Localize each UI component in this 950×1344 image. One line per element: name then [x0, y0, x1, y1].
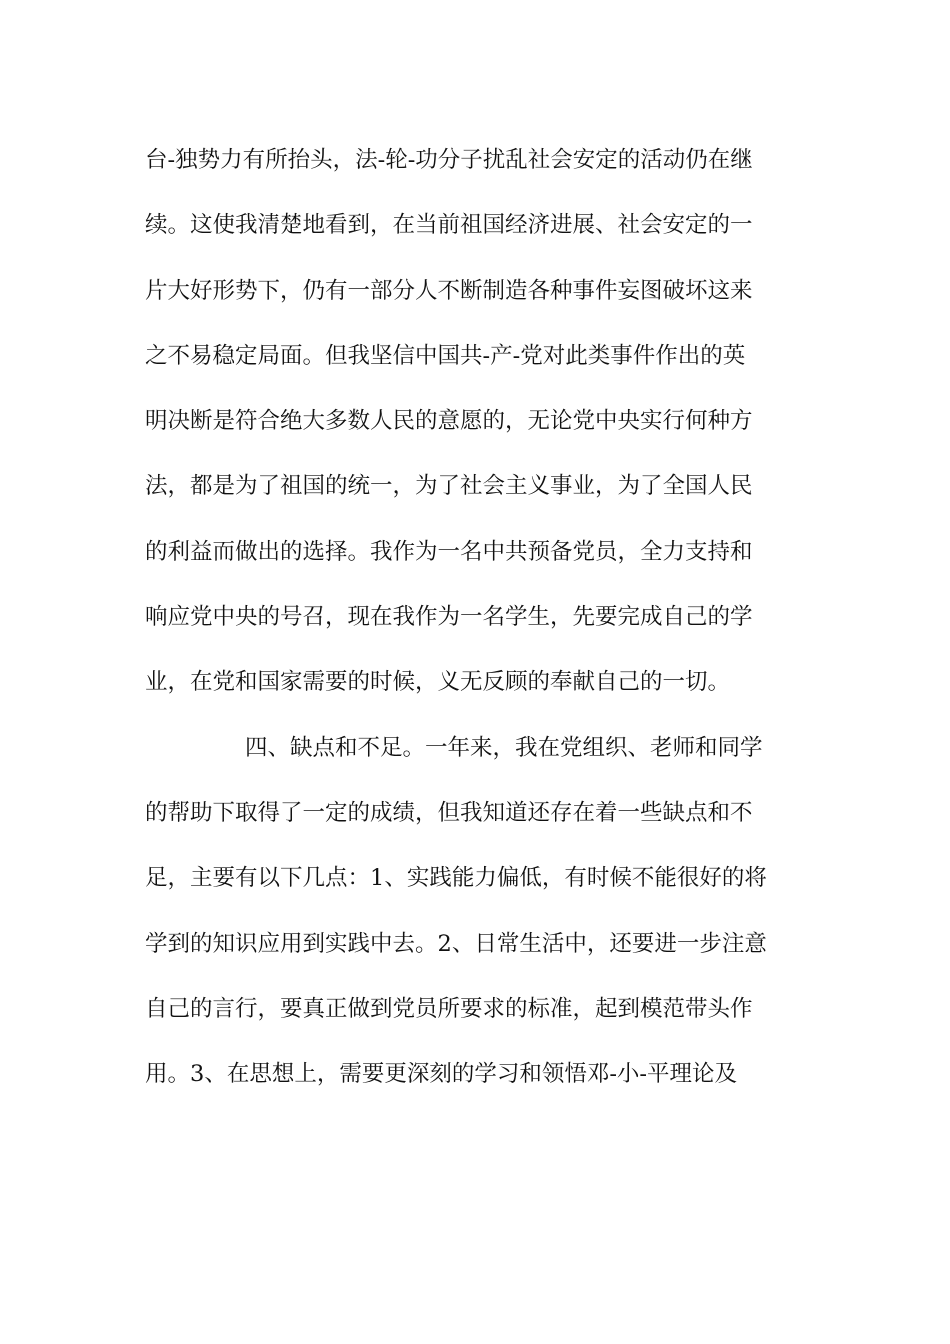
text-line: 续。这使我清楚地看到，在当前祖国经济进展、社会安定的一 [145, 212, 753, 239]
text-line: 法，都是为了祖国的统一，为了社会主义事业，为了全国人民 [145, 473, 753, 500]
text-line: 的利益而做出的选择。我作为一名中共预备党员，全力支持和 [145, 538, 753, 565]
text-line: 足，主要有以下几点：1、实践能力偏低，有时候不能很好的将 [145, 865, 767, 892]
text-line: 明决断是符合绝大多数人民的意愿的，无论党中央实行何种方 [145, 408, 753, 435]
text-line: 片大好形势下，仍有一部分人不断制造各种事件妄图破坏这来 [145, 277, 753, 304]
text-line: 业，在党和国家需要的时候，义无反顾的奉献自己的一切。 [145, 669, 731, 696]
text-line: 用。3、在思想上，需要更深刻的学习和领悟邓-小-平理论及 [145, 1061, 738, 1088]
text-line: 台-独势力有所抬头，法-轮-功分子扰乱社会安定的活动仍在继 [145, 147, 753, 173]
text-line: 学到的知识应用到实践中去。2、日常生活中，还要进一步注意 [145, 930, 767, 957]
body-text [145, 128, 815, 1107]
text-line: 之不易稳定局面。但我坚信中国共-产-党对此类事件作出的英 [145, 342, 746, 369]
text-line: 的帮助下取得了一定的成绩，但我知道还存在着一些缺点和不 [145, 799, 753, 826]
text-line: 响应党中央的号召，现在我作为一名学生，先要完成自己的学 [145, 604, 753, 631]
text-line: 自己的言行，要真正做到党员所要求的标准，起到模范带头作 [145, 995, 753, 1022]
section-heading-line: 四、缺点和不足。一年来，我在党组织、老师和同学 [245, 734, 763, 761]
